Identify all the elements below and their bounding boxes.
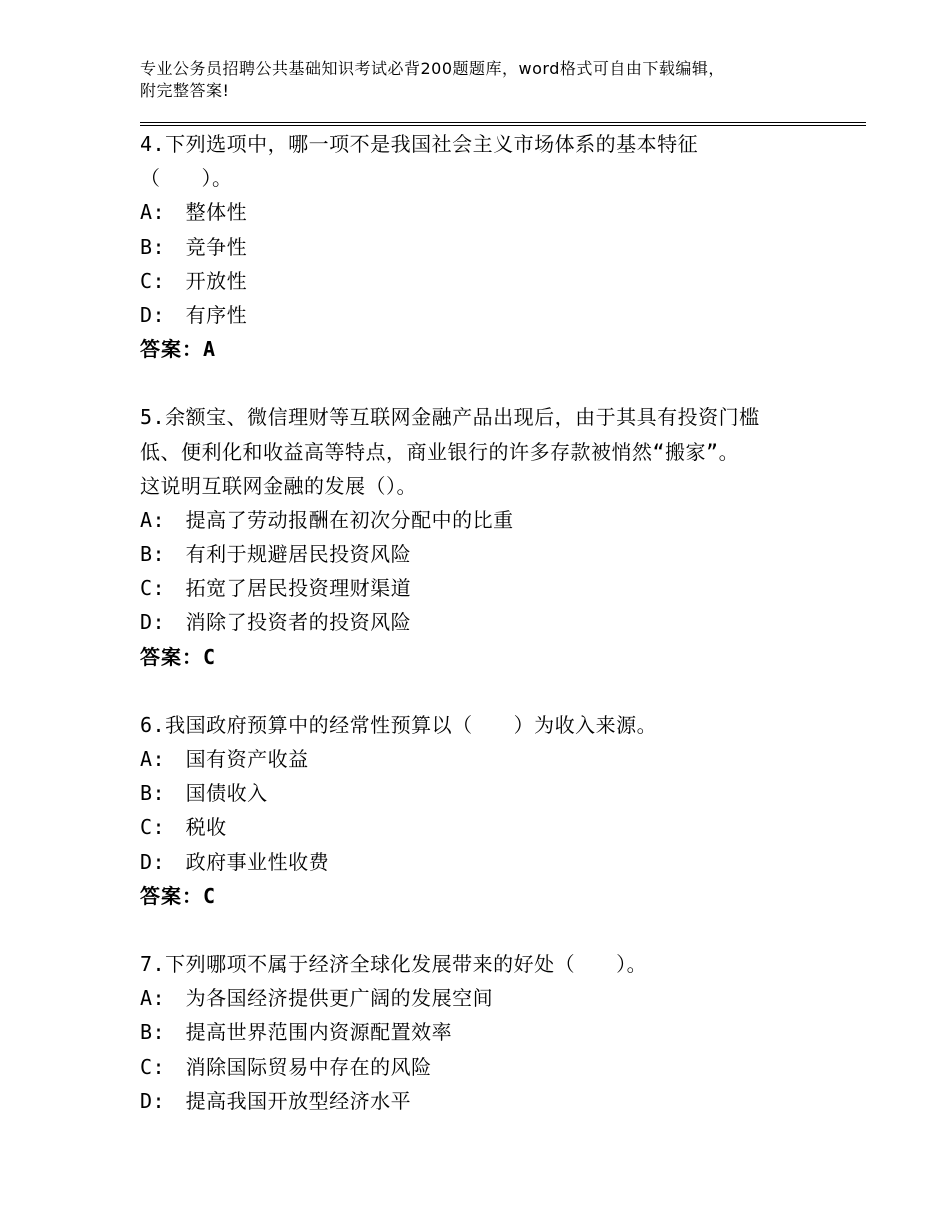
header-line-1: 专业公务员招聘公共基础知识考试必背200题题库，word格式可自由下载编辑，	[140, 59, 725, 78]
option-b: B: 有利于规避居民投资风险	[140, 542, 412, 567]
question-stem: （ ）。	[140, 166, 233, 191]
question-stem: 低、便利化和收益高等特点，商业银行的许多存款被悄然“搬家”。	[140, 439, 740, 464]
question-stem: 6.我国政府预算中的经常性预算以（ ）为收入来源。	[140, 712, 658, 737]
header-line-2: 附完整答案!	[140, 81, 230, 100]
option-a: A: 整体性	[140, 200, 248, 225]
question-stem: 这说明互联网金融的发展（）。	[140, 473, 417, 498]
option-a: A: 国有资产收益	[140, 747, 309, 771]
answer: 答案：A	[140, 337, 217, 362]
option-c: C: 税收	[140, 815, 227, 840]
question-stem: 4.下列选项中，哪一项不是我国社会主义市场体系的基本特征	[140, 132, 699, 156]
option-b: B: 国债收入	[140, 781, 268, 806]
option-c: C: 拓宽了居民投资理财渠道	[140, 576, 412, 601]
option-d: D: 提高我国开放型经济水平	[140, 1088, 412, 1113]
option-a: A: 为各国经济提供更广阔的发展空间	[140, 986, 494, 1011]
option-b: B: 提高世界范围内资源配置效率	[140, 1020, 453, 1045]
question-7	[140, 947, 840, 1118]
question-5	[140, 400, 840, 674]
question-stem: 5.余额宝、微信理财等互联网金融产品出现后，由于其具有投资门槛	[140, 405, 760, 430]
question-stem: 7.下列哪项不属于经济全球化发展带来的好处（ ）。	[140, 951, 648, 976]
answer: 答案：C	[140, 883, 217, 908]
question-list	[140, 127, 840, 1152]
header-rule-top	[140, 122, 866, 123]
question-6	[140, 708, 840, 913]
option-c: C: 消除国际贸易中存在的风险	[140, 1054, 432, 1079]
option-c: C: 开放性	[140, 268, 248, 293]
option-d: D: 消除了投资者的投资风险	[140, 610, 412, 635]
document-header	[140, 58, 870, 102]
header-rule-bottom	[140, 125, 866, 126]
option-a: A: 提高了劳动报酬在初次分配中的比重	[140, 507, 514, 532]
question-4	[140, 127, 840, 366]
option-d: D: 政府事业性收费	[140, 849, 330, 874]
option-d: D: 有序性	[140, 302, 248, 327]
answer: 答案：C	[140, 644, 217, 669]
option-b: B: 竞争性	[140, 234, 248, 259]
